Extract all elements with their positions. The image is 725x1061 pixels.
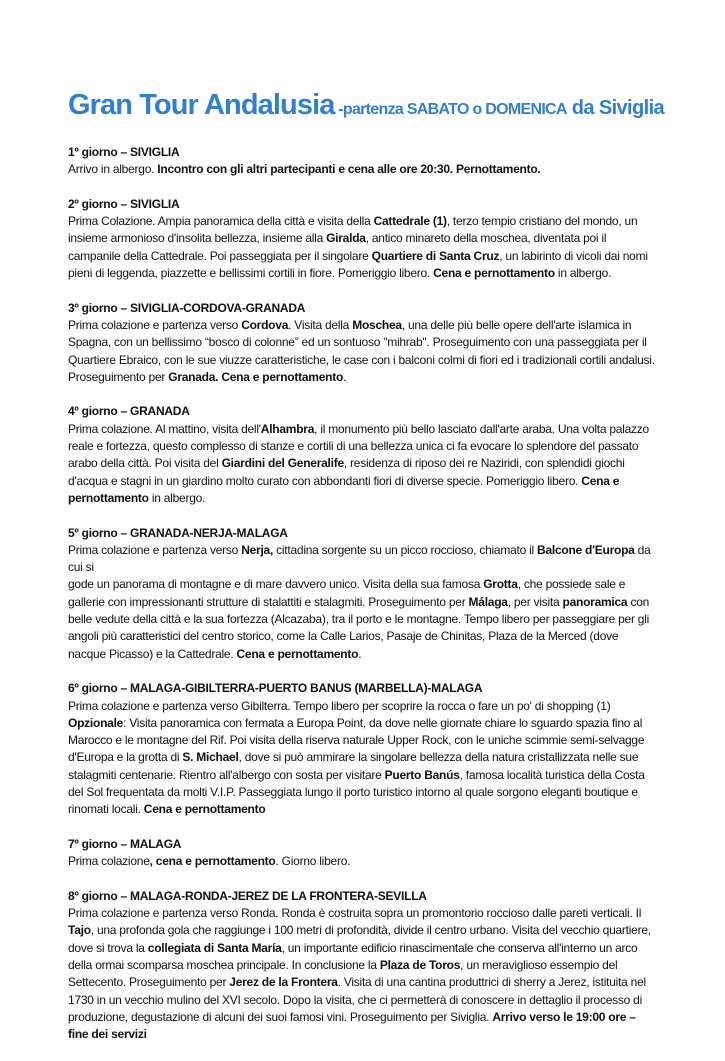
body-text: gode un panorama di montagne e di mare davvero unico. Visita della sua famosa <box>68 577 484 592</box>
title-place: da Siviglia <box>566 97 665 119</box>
bold-text: Opzionale <box>68 715 124 730</box>
day-description <box>68 698 658 819</box>
bold-text: Alhambra <box>260 421 315 436</box>
body-text: , famosa località turistica della Costa del Sol frequentata da molti V.I.P. Passeggiata lungo il porto turistico intorno al quale sorgono eleganti boutique e rinomati locali. <box>68 767 645 817</box>
body-text: con belle vedute della città e la sua fortezza (Alcazaba), tra il porto e le montagne. Tempo libero per passeggiare per gli angoli più caratteristici del centro storico, come la Calle Larios, Pasaje de Chinitas, Plaza de la Merced (dove nacque Picasso) e la Cattedrale. <box>68 594 650 661</box>
body-text: , un importante edificio rinascimentale che conserva all'interno un arco della ormai scomparsa moschea principale. In conclusione la <box>68 940 638 972</box>
body-text: : Visita panoramica con fermata a Europa Point, da dove nelle giornate chiare lo sguardo spazia fino al Marocco e le montagne del Rif. Poi visita della riserva naturale Upper Rock, con le uniche scimmie semi-selvagge d'Europa e la grotta di <box>68 715 645 765</box>
page-title <box>68 86 665 127</box>
body-text: , dove si può ammirare la singolare bellezza della natura cristallizzata nelle sue stalagmiti centenarie. Rientro all'albergo con sosta per visitare <box>68 750 639 782</box>
bold-text: Cattedrale (1) <box>373 214 447 229</box>
day-4 <box>68 403 658 507</box>
body-text: . Visita della <box>288 317 353 332</box>
bold-text: Giralda <box>326 231 366 246</box>
day-heading: 4º giorno – GRANADA <box>68 404 190 419</box>
body-text: , il monumento più bello lasciato dall'arte araba. Una volta palazzo reale e fortezza, questo complesso di stanze e cortili di una bellezza unica ci fa evocare lo splendore del passato arabo della città. Poi visita del <box>68 421 649 471</box>
bold-text: Málaga <box>468 594 508 609</box>
day-7 <box>68 836 658 871</box>
bold-text: S. Michael <box>182 750 239 765</box>
body-text: Prima colazione e partenza verso <box>68 542 242 557</box>
body-text: Prima colazione e partenza verso Ronda. Ronda è costruita sopra un promontorio roccioso dalle pareti verticali. Il <box>68 906 642 921</box>
bold-text: Cena e pernottamento <box>236 646 359 661</box>
day-description <box>68 421 658 507</box>
bold-text: collegiata di Santa María <box>147 940 282 955</box>
body-text: Prima colazione e partenza verso <box>68 317 242 332</box>
body-text: , terzo tempio cristiano del mondo, un insieme armonioso d'insolita bellezza, insieme alla <box>68 214 638 246</box>
day-heading: 2º giorno – SIVIGLIA <box>68 196 180 211</box>
body-text: . Giorno libero. <box>275 854 351 869</box>
bold-text: Balcone d'Europa <box>537 542 635 557</box>
bold-text: Incontro con gli altri partecipanti e cena alle ore 20:30. Pernottamento. <box>157 162 541 177</box>
body-text: da cui si <box>68 542 651 575</box>
body-text: in albergo. <box>554 266 612 281</box>
day-description <box>68 317 658 386</box>
day-heading: 6º giorno – MALAGA-GIBILTERRA-PUERTO BANUS (MARBELLA)-MALAGA <box>68 681 483 696</box>
bold-text: Moschea <box>352 317 402 332</box>
day-heading: 7º giorno – MALAGA <box>68 836 182 851</box>
bold-text: Quartiere di Santa Cruz <box>371 248 500 263</box>
body-text: , un labirinto di vicoli dai nomi pieni di leggenda, piazzette e bellissimi cortili in fiore. Pomeriggio libero. <box>68 248 648 281</box>
body-text: in albergo. <box>148 490 206 505</box>
body-text: . <box>358 646 362 661</box>
bold-text: Cena e pernottamento <box>68 473 620 505</box>
body-text: , un meraviglioso essempio del Settecento. Proseguimento per <box>68 957 618 990</box>
day-5 <box>68 525 658 663</box>
body-text: , residenza di riposo dei re Naziridi, con splendidi giochi d'acqua e stagni in un giardino molto curato con abbondanti fiori di diverse specie. Pomeriggio libero. <box>68 456 625 488</box>
bold-text: Tajo <box>68 923 91 938</box>
title-main: Gran Tour Andalusia <box>68 89 335 121</box>
bold-text: Jerez de la Frontera <box>229 975 338 990</box>
bold-text: Puerto Banús <box>384 767 460 782</box>
day-8 <box>68 888 658 1044</box>
bold-text: Cena e pernottamento <box>433 266 555 281</box>
body-text: , per visita <box>507 594 563 609</box>
bold-text: Grotta <box>483 577 518 592</box>
day-2 <box>68 196 658 282</box>
body-text: Prima Colazione. Ampia panoramica della città e visita della <box>68 214 374 229</box>
body-text: Prima colazione e partenza verso Gibilterra. Tempo libero per scoprire la rocca o fare un po' di shopping (1) <box>68 698 611 713</box>
bold-text: Granada. Cena e pernottamento <box>168 369 344 384</box>
document-page <box>68 86 665 1061</box>
day-6 <box>68 680 658 818</box>
body-text: Prima colazione <box>68 854 150 869</box>
day-description <box>68 542 658 663</box>
day-heading: 3º giorno – SIVIGLIA-CORDOVA-GRANADA <box>68 300 306 315</box>
day-1 <box>68 144 658 179</box>
day-description <box>68 213 658 282</box>
day-heading: 1º giorno – SIVIGLIA <box>68 145 180 159</box>
bold-text: Giardini del Generalife <box>221 456 344 471</box>
body-text: , una profonda gola che raggiunge i 100 metri di profondità, divide il centro urbano. Visita del vecchio quartiere, dove si trova la <box>68 923 651 955</box>
body-text: , antico minareto della moschea, diventata poi il campanile della Cattedrale. Poi passeggiata per il singolare <box>68 231 607 263</box>
body-text: Prima colazione. Al mattino, visita dell' <box>68 421 261 436</box>
body-text: Arrivo in albergo. <box>68 162 158 177</box>
day-heading: 8º giorno – MALAGA-RONDA-JEREZ DE LA FRONTERA-SEVILLA <box>68 888 427 903</box>
body-text: , una delle più belle opere dell'arte islamica in Spagna, con un bellissimo “bosco di colonne” ed un sontuoso "mihrab". Proseguimento con una passeggiata per il Quartiere Ebraico, con le sue viuzze caratteristiche, le case con i balconi colmi di fiori ed i tradizionali cortili andalusi. Proseguimento per <box>68 317 655 384</box>
bold-text: , cena e pernottamento <box>149 854 276 869</box>
bold-text: Cordova <box>241 317 289 332</box>
day-description <box>68 853 658 870</box>
body-text: cittadina sorgente su un picco roccioso, chiamato il <box>273 542 538 557</box>
title-departure: -partenza SABATO o DOMENICA <box>334 101 567 118</box>
bold-text: panoramica <box>562 594 628 609</box>
day-3 <box>68 300 658 386</box>
body-text: . Visita di una cantina produttrici di sherry a Jerez, istituita nel 1730 in un vecchio mulino del XVI secolo. Dopo la visita, che ci permetterà di conoscere in dettaglio il processo di produzione, degustazione di alcuni dei suoi famosi vini. Proseguimento per Siviglia. <box>68 975 646 1024</box>
bold-text: Arrivo verso le 19:00 ore – fine dei servizi <box>68 1009 636 1042</box>
body-text: . <box>343 369 347 384</box>
body-text: , che possiede sale e gallerie con impressionanti strutture di stalattiti e stalagmiti. Proseguimento per <box>68 577 626 609</box>
bold-text: Nerja, <box>241 542 274 557</box>
bold-text: Cena e pernottamento <box>143 802 266 817</box>
day-heading: 5º giorno – GRANADA-NERJA-MALAGA <box>68 525 288 540</box>
bold-text: Plaza de Toros <box>379 957 461 972</box>
day-description <box>68 161 658 178</box>
day-description <box>68 905 658 1043</box>
